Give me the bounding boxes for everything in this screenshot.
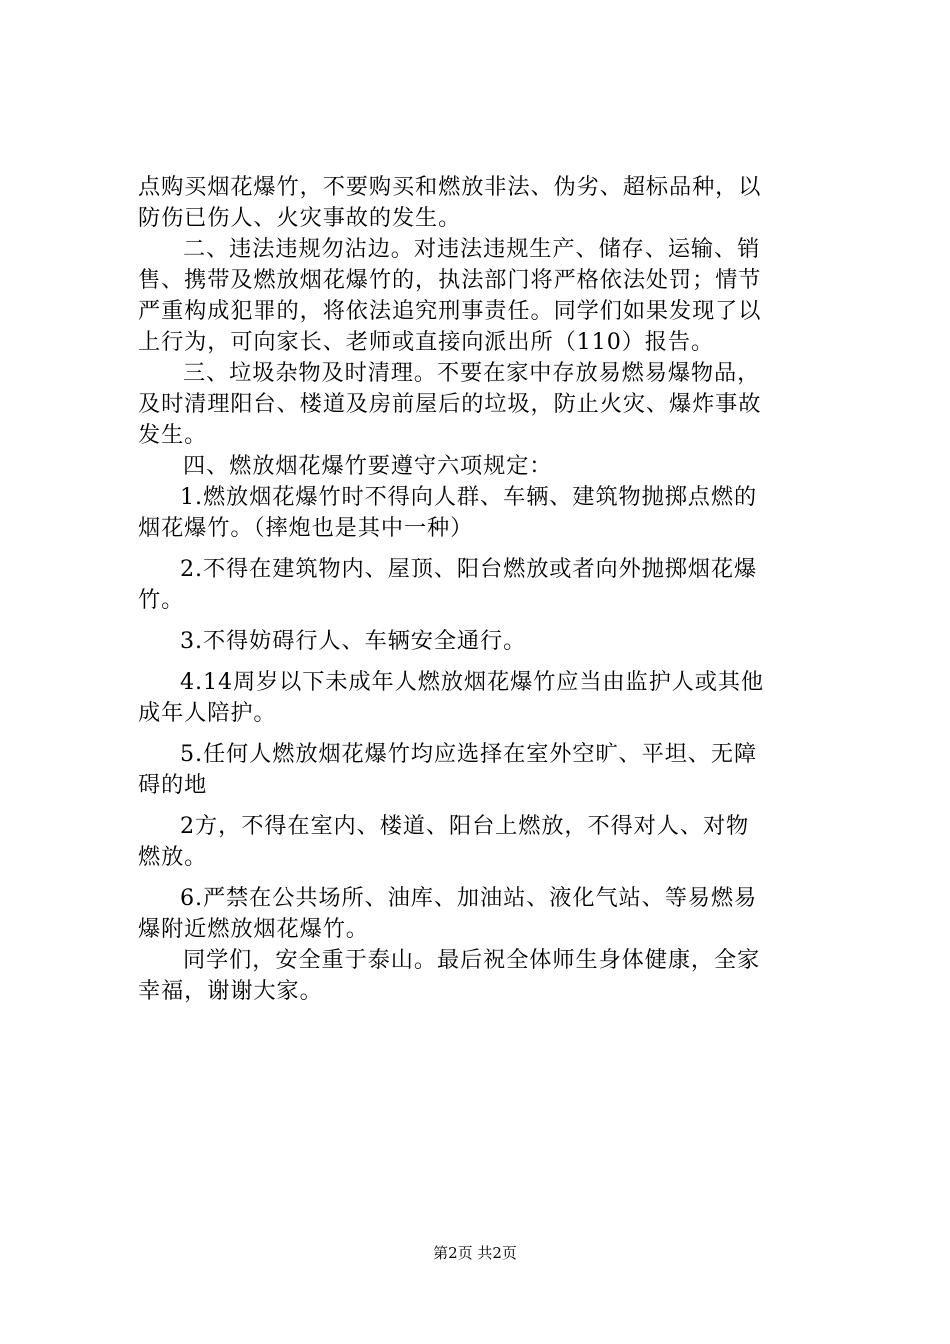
text-line: 幸福，谢谢大家。 [138,978,323,1004]
text-line: 点购买烟花爆竹，不要购买和燃放非法、伪劣、超标品种，以 [138,174,762,200]
text-line: 发生。 [138,422,208,448]
document-body [138,172,838,1007]
text-line: 竹。 [138,587,185,613]
list-item-line: 5.任何人燃放烟花爆竹均应选择在室外空旷、平坦、无障 [180,741,758,767]
text-line: 防伤已伤人、火灾事故的发生。 [138,205,462,231]
text-line: 爆附近燃放烟花爆竹。 [138,916,369,942]
paragraph-start-line: 同学们，安全重于泰山。最后祝全体师生身体健康，全家 [183,947,761,973]
list-item-line: 3.不得妨碍行人、车辆安全通行。 [180,628,527,654]
text-line: 成年人陪护。 [138,700,277,726]
text-line: 烟花爆竹。（摔炮也是其中一种） [138,515,474,541]
paragraph-start-line: 二、违法违规勿沾边。对违法违规生产、储存、运输、销 [183,236,761,262]
list-item-line: 4.14周岁以下未成年人燃放烟花爆竹应当由监护人或其他 [180,669,765,695]
paragraph-start-line: 三、垃圾杂物及时清理。不要在家中存放易燃易爆物品， [183,360,761,386]
text-line: 售、携带及燃放烟花爆竹的，执法部门将严格依法处罚；情节 [138,267,762,293]
text-line: 燃放。 [138,844,208,870]
text-line: 碍的地 [138,772,208,798]
list-item-line: 2.不得在建筑物内、屋顶、阳台燃放或者向外抛掷烟花爆 [180,556,758,582]
paragraph-start-line: 四、燃放烟花爆竹要遵守六项规定： [183,453,553,479]
list-item-line: 6.严禁在公共场所、油库、加油站、液化气站、等易燃易 [180,885,758,911]
text-line: 上行为，可向家长、老师或直接向派出所（110）报告。 [138,329,715,355]
list-item-line: 1.燃放烟花爆竹时不得向人群、车辆、建筑物抛掷点燃的 [180,484,758,510]
text-line: 及时清理阳台、楼道及房前屋后的垃圾，防止火灾、爆炸事故 [138,391,762,417]
list-item-line: 2方，不得在室内、楼道、阳台上燃放，不得对人、对物 [180,813,750,839]
page-footer: 第2页 共2页 [433,1244,517,1262]
text-line: 严重构成犯罪的，将依法追究刑事责任。同学们如果发现了以 [138,298,762,324]
